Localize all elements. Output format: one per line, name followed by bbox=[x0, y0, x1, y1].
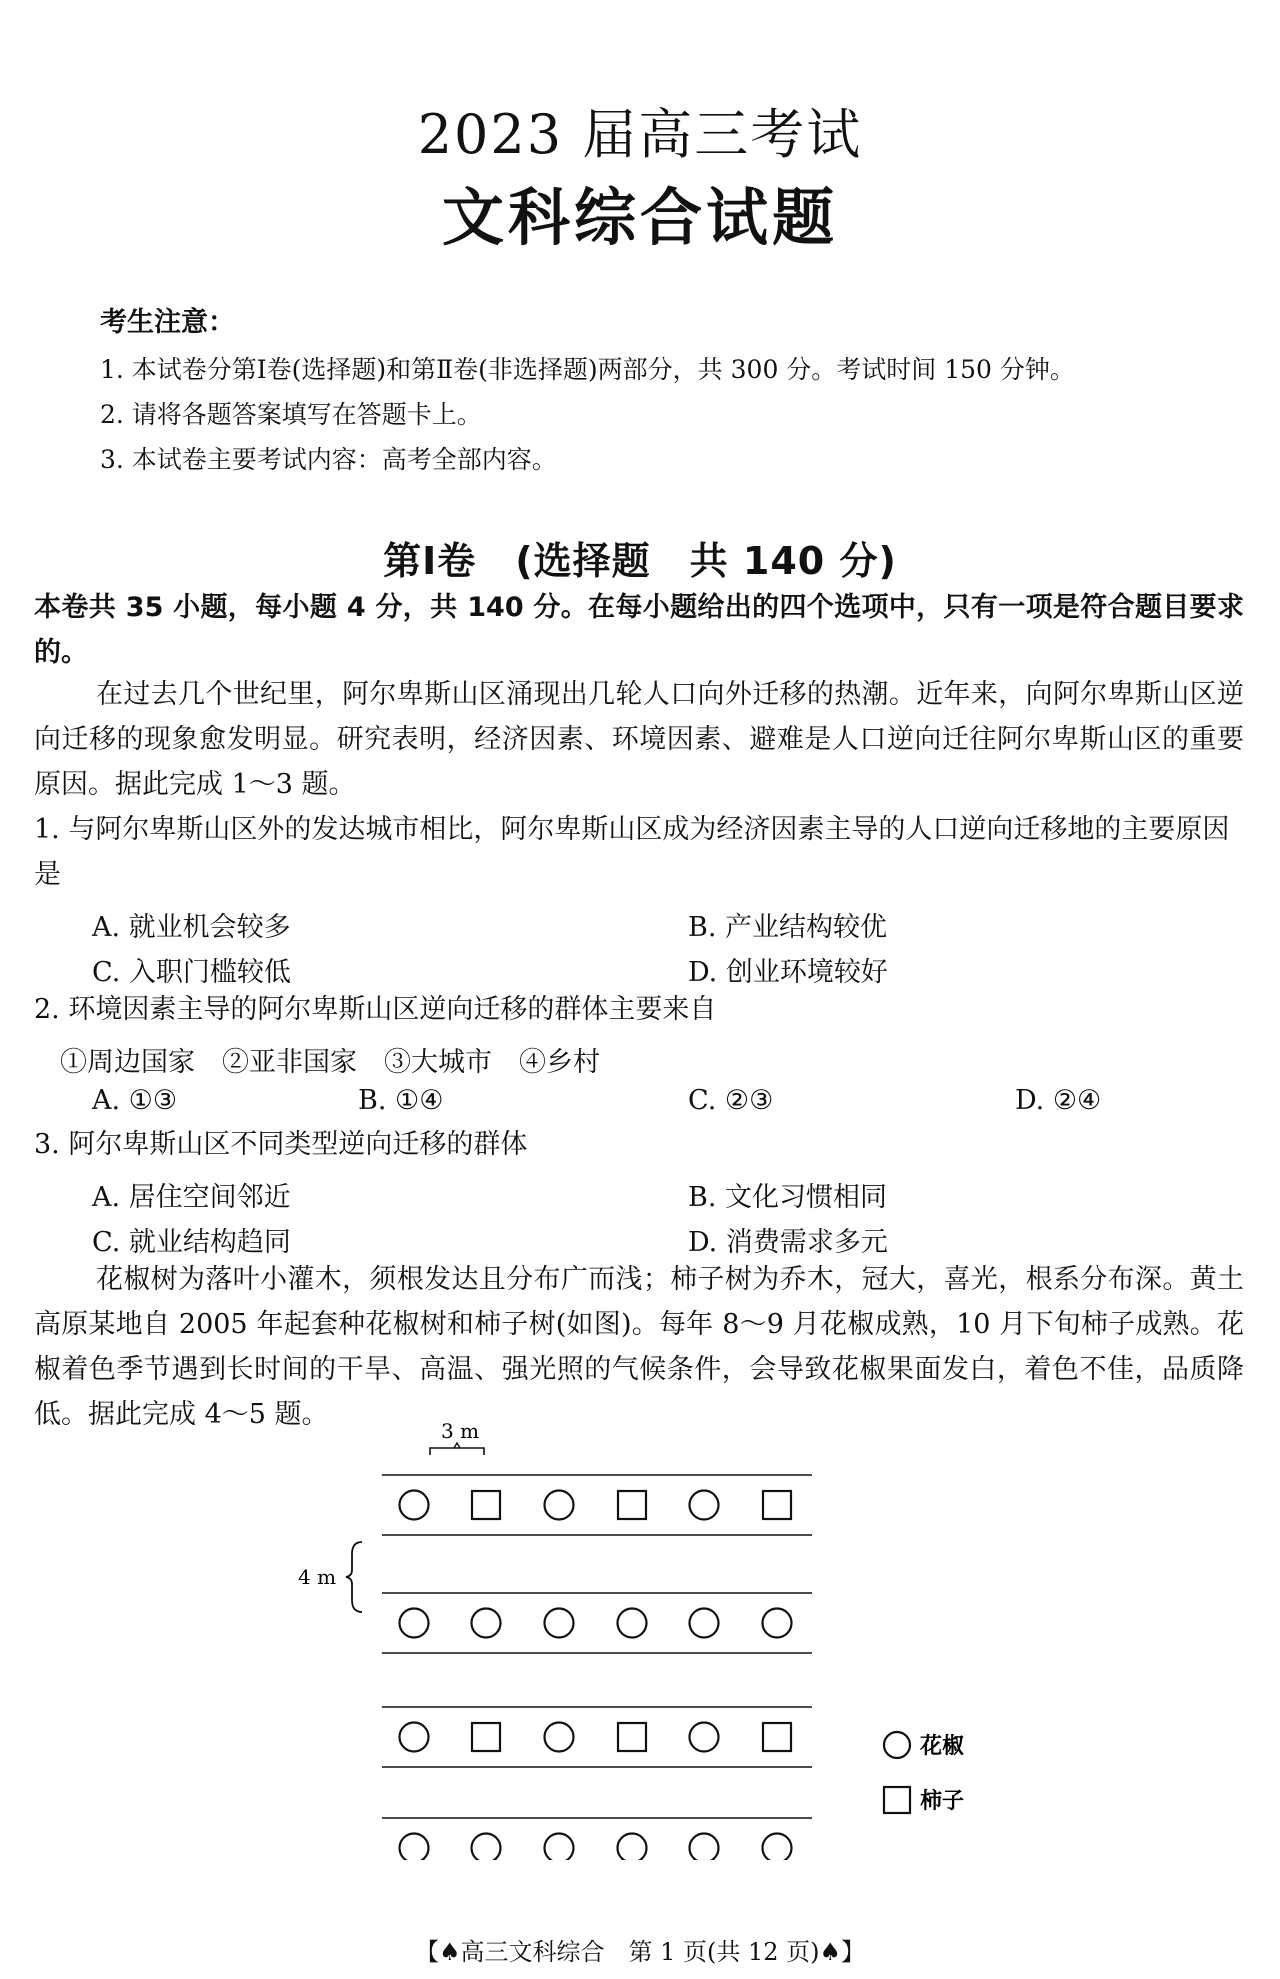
pepper-tree-icon bbox=[400, 1609, 429, 1638]
q1-option-a: A. 就业机会较多 bbox=[92, 912, 291, 943]
page-footer: 【♠高三文科综合 第 1 页(共 12 页)♠】 bbox=[414, 1938, 866, 1966]
pepper-tree-icon bbox=[690, 1491, 719, 1520]
pepper-tree-icon bbox=[472, 1609, 501, 1638]
q1-option-c: C. 入职门槛较低 bbox=[92, 957, 291, 988]
pepper-tree-icon bbox=[545, 1723, 574, 1752]
persimmon-tree-icon bbox=[618, 1491, 646, 1519]
q3-option-b: B. 文化习惯相同 bbox=[688, 1182, 888, 1213]
q3-option-a: A. 居住空间邻近 bbox=[92, 1182, 291, 1213]
material-1: 在过去几个世纪里，阿尔卑斯山区涌现出几轮人口向外迁移的热潮。近年来，向阿尔卑斯山区逆向迁移的现象愈发明显。研究表明，经济因素、环境因素、避难是人口逆向迁往阿尔卑斯山区的重要原因。据此完成 1～3 题。 bbox=[34, 679, 1244, 800]
pepper-tree-icon bbox=[400, 1723, 429, 1752]
pepper-tree-icon bbox=[763, 1834, 792, 1861]
legend-square-icon bbox=[884, 1787, 910, 1813]
legend-label-persimmon: 柿子 bbox=[920, 1789, 965, 1814]
q2-choices: ①周边国家 ②亚非国家 ③大城市 ④乡村 bbox=[60, 1047, 600, 1078]
pepper-tree-icon bbox=[618, 1609, 647, 1638]
pepper-tree-icon bbox=[690, 1834, 719, 1861]
q2-option-a: A. ①③ bbox=[92, 1085, 178, 1116]
q1-option-b: B. 产业结构较优 bbox=[688, 912, 888, 943]
pepper-tree-icon bbox=[690, 1723, 719, 1752]
q3-option-d: D. 消费需求多元 bbox=[688, 1227, 888, 1258]
q2-option-d: D. ②④ bbox=[1015, 1085, 1102, 1116]
width-label: 3 m bbox=[441, 1420, 480, 1443]
q2-option-c: C. ②③ bbox=[688, 1085, 774, 1116]
question-3-stem: 3. 阿尔卑斯山区不同类型逆向迁移的群体 bbox=[34, 1129, 528, 1160]
pepper-tree-icon bbox=[545, 1609, 574, 1638]
notice-item-2: 2. 请将各题答案填写在答题卡上。 bbox=[100, 400, 482, 429]
q1-option-d: D. 创业环境较好 bbox=[688, 957, 888, 988]
legend-label-pepper: 花椒 bbox=[920, 1734, 965, 1759]
question-2-stem: 2. 环境因素主导的阿尔卑斯山区逆向迁移的群体主要来自 bbox=[34, 994, 717, 1025]
notice-item-1: 1. 本试卷分第Ⅰ卷(选择题)和第Ⅱ卷(非选择题)两部分，共 300 分。考试时间 150 分钟。 bbox=[100, 355, 1075, 384]
question-1-stem: 1. 与阿尔卑斯山区外的发达城市相比，阿尔卑斯山区成为经济因素主导的人口逆向迁移地的主要原因是 bbox=[34, 814, 1230, 890]
pepper-tree-icon bbox=[690, 1609, 719, 1638]
width-bracket bbox=[430, 1448, 484, 1455]
exam-subtitle: 文科综合试题 bbox=[441, 181, 838, 254]
pepper-tree-icon bbox=[618, 1834, 647, 1861]
pepper-tree-icon bbox=[400, 1834, 429, 1861]
persimmon-tree-icon bbox=[472, 1723, 500, 1751]
pepper-tree-icon bbox=[763, 1609, 792, 1638]
planting-diagram bbox=[0, 1420, 1280, 1860]
q2-option-b: B. ①④ bbox=[358, 1085, 444, 1116]
height-label: 4 m bbox=[298, 1565, 337, 1589]
material-2: 花椒树为落叶小灌木，须根发达且分布广而浅；柿子树为乔木，冠大，喜光，根系分布深。黄土高原某地自 2005 年起套种花椒树和柿子树(如图)。每年 8～9 月花椒成熟，10 月下旬柿子成熟。花椒着色季节遇到长时间的干旱、高温、强光照的气候条件，会导致花椒果面发白，着色不佳，品质降低。据此完成 4～5 题。 bbox=[34, 1264, 1244, 1430]
q3-option-c: C. 就业结构趋同 bbox=[92, 1227, 291, 1258]
planting-rows bbox=[382, 1475, 812, 1860]
pepper-tree-icon bbox=[472, 1834, 501, 1861]
exam-title: 2023 届高三考试 bbox=[417, 103, 863, 166]
section-title: 第Ⅰ卷 (选择题 共 140 分) bbox=[383, 539, 897, 583]
height-brace bbox=[346, 1542, 362, 1612]
notice-title: 考生注意： bbox=[100, 307, 235, 338]
persimmon-tree-icon bbox=[472, 1491, 500, 1519]
notice-item-3: 3. 本试卷主要考试内容：高考全部内容。 bbox=[100, 445, 557, 474]
legend-circle-icon bbox=[884, 1732, 910, 1758]
pepper-tree-icon bbox=[400, 1491, 429, 1520]
pepper-tree-icon bbox=[545, 1834, 574, 1861]
persimmon-tree-icon bbox=[763, 1723, 791, 1751]
persimmon-tree-icon bbox=[618, 1723, 646, 1751]
pepper-tree-icon bbox=[545, 1491, 574, 1520]
section-intro: 本卷共 35 小题，每小题 4 分，共 140 分。在每小题给出的四个选项中，只有一项是符合题目要求的。 bbox=[34, 592, 1244, 668]
persimmon-tree-icon bbox=[763, 1491, 791, 1519]
